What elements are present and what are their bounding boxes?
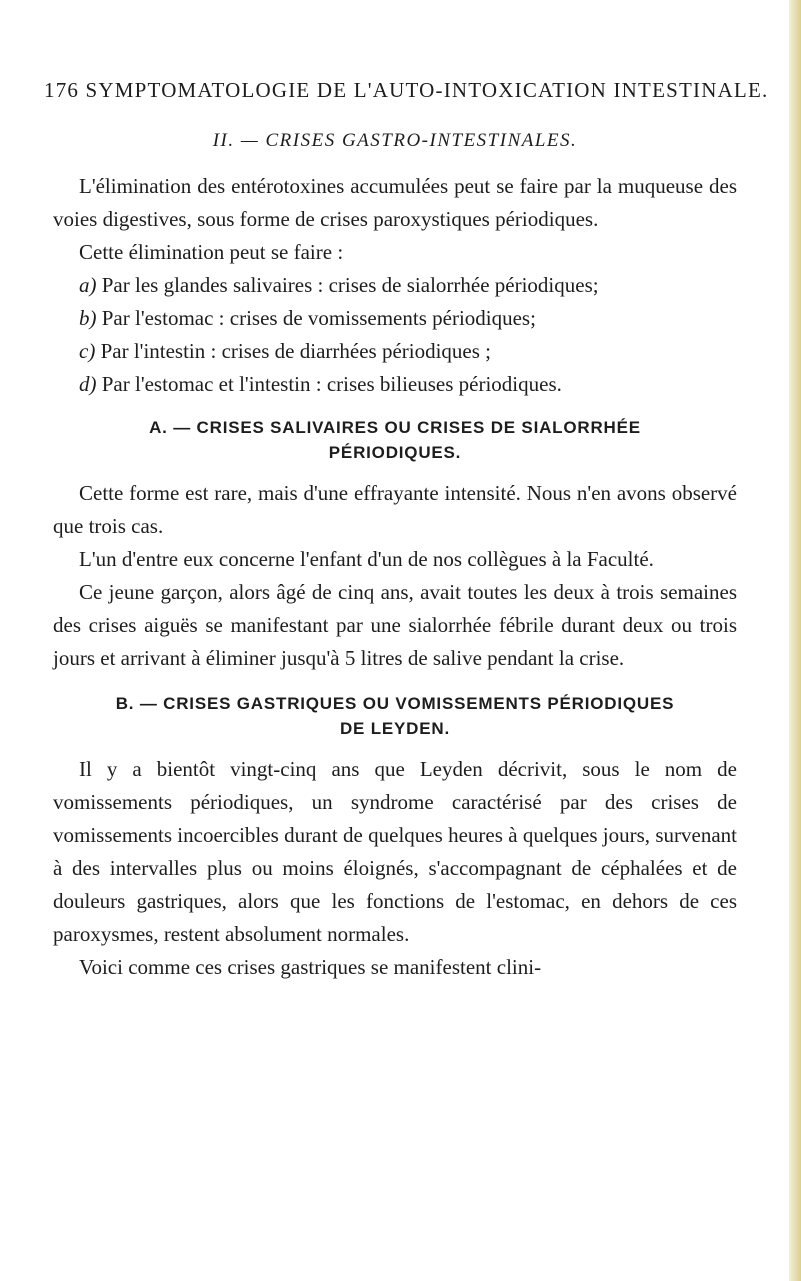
subsection-b-heading-line1: B. — CRISES GASTRIQUES OU VOMISSEMENTS PÉRIODIQUES bbox=[115, 694, 675, 713]
list-item-letter: d) bbox=[79, 372, 97, 396]
list-item-text: Par l'intestin : crises de diarrhées périodiques ; bbox=[95, 339, 492, 363]
running-head: 176 SYMPTOMATOLOGIE DE L'AUTO-INTOXICATION INTESTINALE. bbox=[44, 78, 769, 102]
section-title: II. — CRISES GASTRO-INTESTINALES. bbox=[212, 130, 578, 151]
intro-paragraph: Cette élimination peut se faire : bbox=[79, 240, 344, 264]
subsection-a-heading bbox=[53, 415, 737, 465]
subsection-a-heading-line1: A. — CRISES SALIVAIRES OU CRISES DE SIALORRHÉE bbox=[149, 418, 641, 437]
subsection-a-paragraph: L'un d'entre eux concerne l'enfant d'un de nos collègues à la Faculté. bbox=[79, 547, 654, 571]
list-item-text: Par les glandes salivaires : crises de sialorrhée périodiques; bbox=[96, 273, 599, 297]
list-item-letter: a) bbox=[79, 273, 97, 297]
subsection-a-paragraph: Ce jeune garçon, alors âgé de cinq ans, avait toutes les deux à trois semaines des crises aiguës se manifestant par une sialorrhée fébrile durant deux ou trois jours et arrivant à éliminer jusqu'à 5 litres de salive pendant la crise. bbox=[53, 580, 737, 670]
subsection-b-heading-line2: DE LEYDEN. bbox=[339, 719, 451, 738]
list-item-letter: c) bbox=[79, 339, 96, 363]
list-item bbox=[53, 368, 737, 401]
list-item bbox=[53, 302, 737, 335]
list-item-letter: b) bbox=[79, 306, 97, 330]
list-item bbox=[53, 335, 737, 368]
intro-paragraph: L'élimination des entérotoxines accumulées peut se faire par la muqueuse des voies digestives, sous forme de crises paroxystiques périodiques. bbox=[53, 174, 737, 231]
list-item bbox=[53, 269, 737, 302]
page-edge bbox=[789, 0, 801, 1281]
subsection-a-heading-line2: PÉRIODIQUES. bbox=[328, 443, 462, 462]
subsection-a-paragraph: Cette forme est rare, mais d'une effrayante intensité. Nous n'en avons observé que trois cas. bbox=[53, 481, 737, 538]
subsection-b-paragraph: Voici comme ces crises gastriques se manifestent clini- bbox=[79, 955, 542, 979]
subsection-b-paragraph: Il y a bientôt vingt-cinq ans que Leyden décrivit, sous le nom de vomissements périodiques, un syndrome caractérisé par des crises de vomissements incoercibles durant de quelques heures à quelques jours, survenant à des intervalles plus ou moins éloignés, s'accompagnant de céphalées et de douleurs gastriques, alors que les fonctions de l'estomac, en dehors de ces paroxysmes, restent absolument normales. bbox=[53, 757, 737, 946]
page-body bbox=[53, 130, 737, 984]
subsection-b-heading bbox=[53, 691, 737, 741]
list-item-text: Par l'estomac : crises de vomissements périodiques; bbox=[96, 306, 536, 330]
list-item-text: Par l'estomac et l'intestin : crises bilieuses périodiques. bbox=[96, 372, 562, 396]
